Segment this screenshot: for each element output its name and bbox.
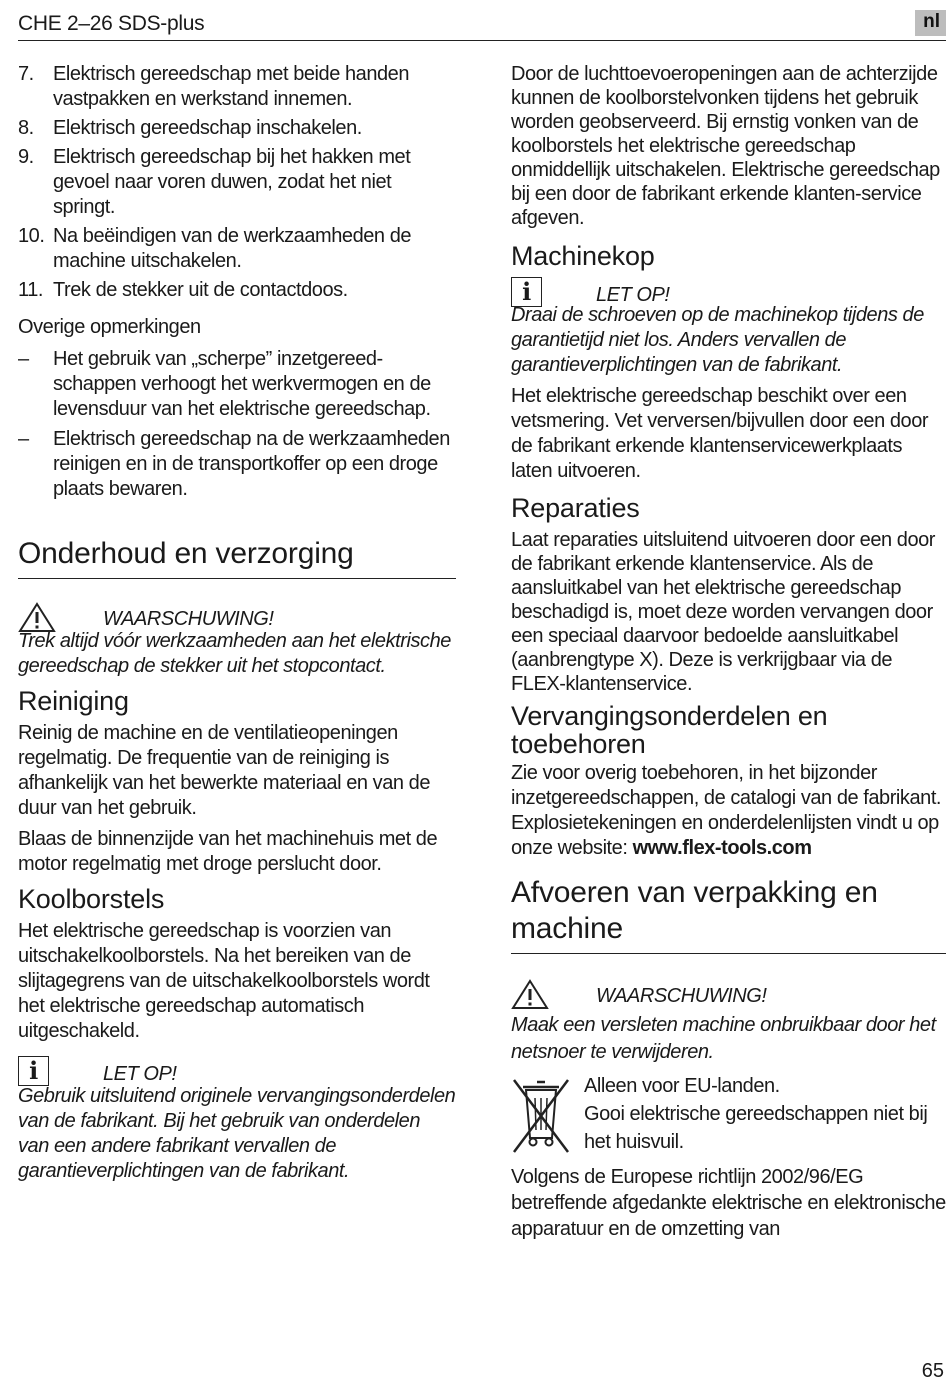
warning-triangle-icon bbox=[511, 978, 549, 1017]
page-header bbox=[18, 8, 946, 41]
disposal-heading: Afvoeren van verpakking en machine bbox=[511, 875, 946, 954]
remark-item: – Het gebruik van „scherpe” inzetgereedschappen verhoogt het werkvermogen en de levensduur van het elektrische gereedschap. bbox=[18, 348, 431, 420]
info-icon: i bbox=[511, 277, 542, 307]
left-column bbox=[18, 62, 456, 1190]
warning-label: WAARSCHUWING! bbox=[103, 608, 274, 630]
eu-only-line: Alleen voor EU-landen. bbox=[584, 1075, 780, 1097]
parts-heading: Vervangingsonderdelen en toebehoren bbox=[511, 701, 828, 759]
machine-head-note-label: LET OP! bbox=[596, 284, 670, 306]
right-column bbox=[511, 62, 946, 1248]
cleaning-paragraph-2: Blaas de binnenzijde van het machinehuis met de motor regelmatig met droge perslucht door. bbox=[18, 828, 438, 875]
disposal-warning-label: WAARSCHUWING! bbox=[596, 985, 767, 1007]
machine-head-heading: Machinekop bbox=[511, 241, 655, 271]
brush-sparks-paragraph: Door de luchttoevoeropeningen aan de achterzijde kunnen de koolborstelvonken tijdens het gebruik worden geobserveerd. Bij ernstig vonken van de koolborstels het elektrische gereedschap onmiddellijk uitschakelen. Elektrische gereedschap bij een door de fabrikant erkende klanten-service afgeven. bbox=[511, 63, 940, 229]
eu-disposal-block bbox=[511, 1072, 946, 1156]
crossed-wheelie-bin-icon bbox=[511, 1076, 571, 1163]
machine-head-note bbox=[511, 277, 946, 309]
repairs-paragraph: Laat reparaties uitsluitend uitvoeren door een door de fabrikant erkende klantenservice. Als de aansluitkabel van het elektrische gereedschap beschadigd is, moet deze worden vervangen door een speciaal daarvoor bedoelde aansluitkabel (aanbrengtype X). Deze is verkrijgbaar via de FLEX-klantenservice. bbox=[511, 529, 936, 695]
step-item: 11. Trek de stekker uit de contactdoos. bbox=[18, 279, 348, 301]
eu-disposal-text bbox=[584, 1072, 946, 1156]
step-item: 9. Elektrisch gereedschap bij het hakken met gevoel naar voren duwen, zodat het niet springt. bbox=[18, 146, 411, 218]
disposal-warning-notice bbox=[511, 978, 946, 1010]
other-remarks-heading: Overige opmerkingen bbox=[18, 316, 201, 338]
machine-head-note-text: Draai de schroeven op de machinekop tijdens de garantietijd niet los. Anders vervallen de garantieverplichtingen van de fabrikant. bbox=[511, 304, 924, 376]
remark-item: – Elektrisch gereedschap na de werkzaamheden reinigen en in de transportkoffer op een droge plaats bewaren. bbox=[18, 428, 450, 500]
step-item: 8. Elektrisch gereedschap inschakelen. bbox=[18, 117, 362, 139]
page-number: 65 bbox=[921, 1360, 944, 1382]
website-link[interactable]: www.flex-tools.com bbox=[632, 837, 812, 859]
language-badge: nl bbox=[915, 10, 946, 36]
brushes-heading: Koolborstels bbox=[18, 884, 165, 914]
machine-head-paragraph: Het elektrische gereedschap beschikt over een vetsmering. Vet verversen/bijvullen door een door de fabrikant erkende klantenservicewerkplaats laten uitvoeren. bbox=[511, 385, 929, 482]
eu-disposal-line: Gooi elektrische gereedschappen niet bij het huisvuil. bbox=[584, 1103, 928, 1153]
warning-text: Trek altijd vóór werkzaamheden aan het elektrische gereedschap de stekker uit het stopcontact. bbox=[18, 630, 451, 677]
cleaning-paragraph-1: Reinig de machine en de ventilatieopeningen regelmatig. De frequentie van de reiniging is afhankelijk van het bewerkte materiaal en van de duur van het gebruik. bbox=[18, 722, 430, 819]
step-item: 7. Elektrisch gereedschap met beide handen vastpakken en werkstand innemen. bbox=[18, 63, 410, 110]
step-item: 10. Na beëindigen van de werkzaamheden de machine uitschakelen. bbox=[18, 225, 412, 272]
info-icon: i bbox=[18, 1056, 49, 1086]
brushes-paragraph: Het elektrische gereedschap is voorzien van uitschakelkoolborstels. Na het bereiken van de slijtagegrens van de uitschakelkoolborstels wordt het elektrische gereedschap automatisch uitgeschakeld. bbox=[18, 920, 430, 1042]
procedure-steps bbox=[18, 62, 456, 303]
warning-triangle-icon bbox=[18, 601, 56, 640]
note-label: LET OP! bbox=[103, 1063, 177, 1085]
document-title: CHE 2–26 SDS-plus bbox=[18, 12, 205, 35]
note-notice bbox=[18, 1056, 456, 1088]
cleaning-heading: Reiniging bbox=[18, 686, 129, 716]
parts-paragraph-1: Zie voor overig toebehoren, in het bijzonder inzetgereedschappen, de catalogi van de fabrikant. bbox=[511, 762, 942, 809]
disposal-warning-text: Maak een versleten machine onbruikbaar door het netsnoer te verwijderen. bbox=[511, 1014, 936, 1063]
parts-paragraph-2: Explosietekeningen en onderdelenlijsten vindt u op onze website: www.flex-tools.com bbox=[511, 812, 939, 859]
directive-paragraph: Volgens de Europese richtlijn 2002/96/EG betreffende afgedankte elektrische en elektronische apparatuur en de omzetting van bbox=[511, 1166, 946, 1240]
repairs-heading: Reparaties bbox=[511, 493, 640, 523]
note-text: Gebruik uitsluitend originele vervangingsonderdelen van de fabrikant. Bij het gebruik van onderdelen van een andere fabrikant vervallen de garantieverplichtingen van de fabrikant. bbox=[18, 1085, 456, 1182]
other-remarks-list bbox=[18, 347, 456, 502]
maintenance-heading: Onderhoud en verzorging bbox=[18, 536, 456, 579]
warning-notice bbox=[18, 601, 456, 633]
